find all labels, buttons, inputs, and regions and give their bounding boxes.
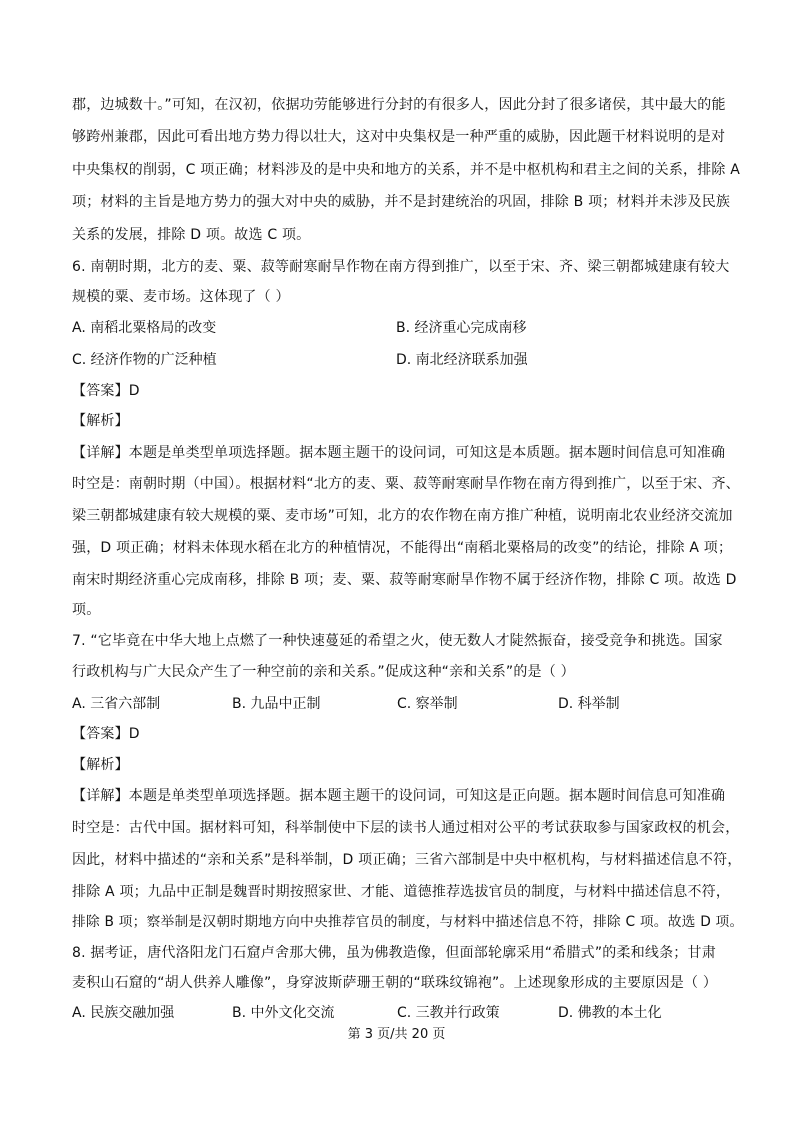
question-6-detail-line: 梁三朝都城建康有较大规模的粟、麦市场”可知，北方的农作物在南方推广种植，说明南北农业经济交流加 <box>72 508 733 524</box>
text-line: 关系的发展，排除 D 项。故选 C 项。 <box>72 227 311 243</box>
question-7-option-b: B. 九品中正制 <box>232 696 321 712</box>
question-8-option-c: C. 三教并行政策 <box>397 1005 500 1021</box>
question-8-option-d: D. 佛教的本土化 <box>558 1005 662 1021</box>
question-8-option-a: A. 民族交融加强 <box>72 1005 175 1021</box>
text-line: 郡，边城数十。”可知，在汉初，依据功劳能够进行分封的有很多人，因此分封了很多诸侯，其中最大的能 <box>72 97 726 113</box>
question-6-answer: 【答案】D <box>72 383 140 399</box>
question-7-analysis-label: 【解析】 <box>72 757 129 773</box>
page-footer: 第 3 页/共 20 页 <box>347 1027 446 1042</box>
question-7-answer: 【答案】D <box>72 726 140 742</box>
question-7-detail-line: 因此，材料中描述的“亲和关系”是科举制，D 项正确；三省六部制是中央中枢机构，与材料描述信息不符， <box>72 852 742 868</box>
question-6-detail-line: 时空是：南朝时期（中国）。根据材料“北方的麦、粟、菽等耐寒耐旱作物在南方得到推广，以至于宋、齐、 <box>72 476 740 492</box>
question-6-stem: 规模的粟、麦市场。这体现了（ ） <box>72 289 290 305</box>
text-line: 项；材料的主旨是地方势力的强大对中央的威胁，并不是封建统治的巩固，排除 B 项；材料并未涉及民族 <box>72 194 731 210</box>
question-7-option-d: D. 科举制 <box>558 696 620 712</box>
question-6-option-c: C. 经济作物的广泛种植 <box>72 352 217 368</box>
question-8-stem: 麦积山石窟的“胡人供养人雕像”，身穿波斯萨珊王朝的“联珠纹锦袍”。上述现象形成的主要原因是（ ） <box>72 975 718 991</box>
question-7-detail-line: 【详解】本题是单类型单项选择题。据本题主题干的设问词，可知这是正向题。据本题时间信息可知准确 <box>72 788 726 804</box>
text-line: 够跨州兼郡，因此可看出地方势力得以壮大，这对中央集权是一种严重的威胁，因此题干材料说明的是对 <box>72 129 726 145</box>
question-6-detail-line: 南宋时期经济重心完成南移，排除 B 项；麦、粟、菽等耐寒耐旱作物不属于经济作物，排除 C 项。故选 D <box>72 572 737 588</box>
question-6-option-d: D. 南北经济联系加强 <box>396 352 528 368</box>
question-6-analysis-label: 【解析】 <box>72 413 129 429</box>
question-7-stem: 7. “它毕竟在中华大地上点燃了一种快速蔓延的希望之火，使无数人才陡然振奋，接受竞争和挑选。国家 <box>72 633 723 649</box>
text-line: 中央集权的削弱，C 项正确；材料涉及的是中央和地方的关系，并不是中枢机构和君主之间的关系，排除 A <box>72 162 741 178</box>
question-6-detail-line: 强，D 项正确；材料未体现水稻在北方的种植情况，不能得出“南稻北粟格局的改变”的结论，排除 A 项； <box>72 540 733 556</box>
question-8-option-b: B. 中外文化交流 <box>232 1005 335 1021</box>
question-7-option-c: C. 察举制 <box>397 696 458 712</box>
question-7-detail-line: 时空是：古代中国。据材料可知，科举制使中下层的读书人通过相对公平的考试获取参与国家政权的机会， <box>72 820 740 836</box>
question-6-option-b: B. 经济重心完成南移 <box>396 320 527 336</box>
question-8-stem: 8. 据考证，唐代洛阳龙门石窟卢舍那大佛，虽为佛教造像，但面部轮廓采用“希腊式”的柔和线条；甘肃 <box>72 945 716 961</box>
question-7-stem: 行政机构与广大民众产生了一种空前的亲和关系。”促成这种“亲和关系”的是（ ） <box>72 664 575 680</box>
question-6-option-a: A. 南稻北粟格局的改变 <box>72 320 217 336</box>
question-6-stem: 6. 南朝时期，北方的麦、粟、菽等耐寒耐旱作物在南方得到推广，以至于宋、齐、梁三朝都城建康有较大 <box>72 259 730 275</box>
question-7-detail-line: 排除 A 项；九品中正制是魏晋时期按照家世、才能、道德推荐选拔官员的制度，与材料中描述信息不符， <box>72 884 731 900</box>
question-7-detail-line: 排除 B 项；察举制是汉朝时期地方向中央推荐官员的制度，与材料中描述信息不符，排除 C 项。故选 D 项。 <box>72 914 744 930</box>
question-6-detail-line: 项。 <box>72 602 101 618</box>
question-7-option-a: A. 三省六部制 <box>72 696 161 712</box>
question-6-detail-line: 【详解】本题是单类型单项选择题。据本题主题干的设问词，可知这是本质题。据本题时间信息可知准确 <box>72 445 726 461</box>
